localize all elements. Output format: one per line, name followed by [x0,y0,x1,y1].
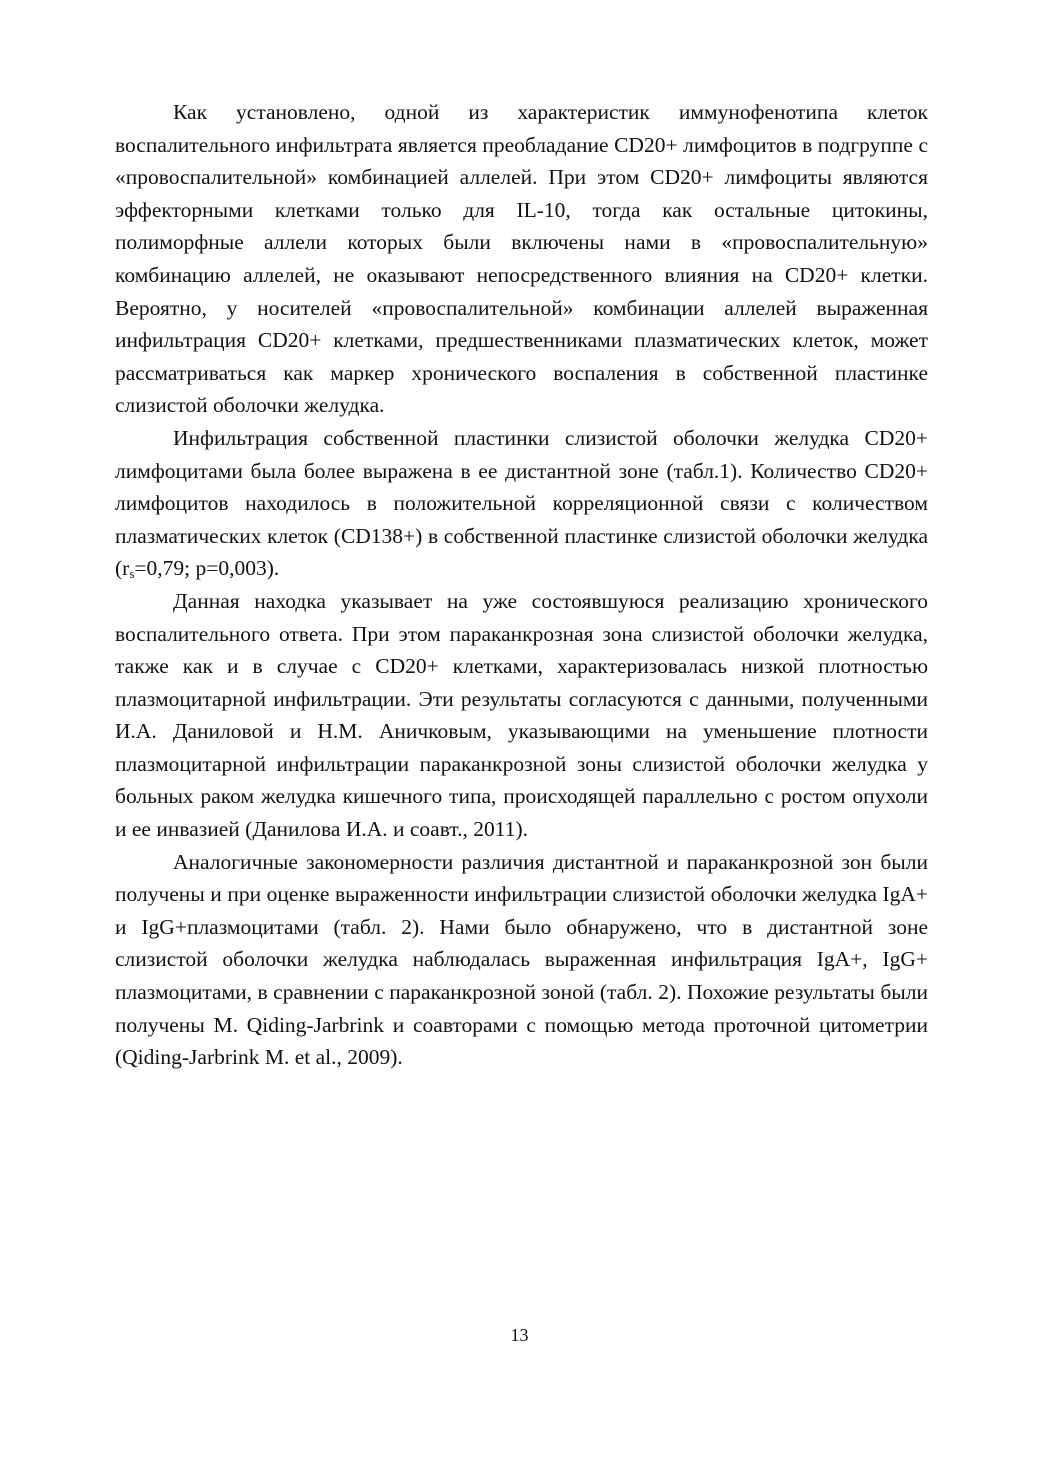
correlation-subscript: s [129,566,135,582]
paragraph-1: Как установлено, одной из характеристик иммунофенотипа клеток воспалительного инфильтрата является преобладание CD20+ лимфоцитов в подгруппе с «провоспалительной» комбинацией аллелей. При этом CD20+ лимфоциты являются эффекторными клетками только для IL-10, тогда как остальные цитокины, полиморфные аллели которых были включены нами в «провоспалительную» комбинацию аллелей, не оказывают непосредственного влияния на CD20+ клетки. Вероятно, у носителей «провоспалительной» комбинации аллелей выраженная инфильтрация CD20+ клетками, предшественниками плазматических клеток, может рассматриваться как маркер хронического воспаления в собственной пластинке слизистой оболочки желудка. [115,100,928,418]
paragraph-2-text-end: =0,79; p=0,003). [134,556,280,581]
page-number: 13 [510,1325,529,1345]
paragraph-4: Аналогичные закономерности различия дистантной и параканкрозной зон были получены и при оценке выраженности инфильтрации слизистой оболочки желудка IgA+ и IgG+плазмоцитами (табл. 2). Нами было обнаружено, что в дистантной зоне слизистой оболочки желудка наблюдалась выраженная инфильтрация IgA+, IgG+ плазмоцитами, в сравнении с параканкрозной зоной (табл. 2). Похожие результаты были получены M. Qiding-Jarbrink и соавторами с помощью метода проточной цитометрии (Qiding-Jarbrink M. et al., 2009). [115,849,928,1070]
paragraph-3: Данная находка указывает на уже состоявшуюся реализацию хронического воспалительного ответа. При этом параканкрозная зона слизистой оболочки желудка, также как и в случае с CD20+ клетками, характеризовалась низкой плотностью плазмоцитарной инфильтрации. Эти результаты согласуются с данными, полученными И.А. Даниловой и Н.М. Аничковым, указывающими на уменьшение плотности плазмоцитарной инфильтрации параканкрозной зоны слизистой оболочки желудка у больных раком желудка кишечного типа, происходящей параллельно с ростом опухоли и ее инвазией (Данилова И.А. и соавт., 2011). [115,588,928,842]
paragraph-2 [115,422,928,585]
paragraph-2-text: Инфильтрация собственной пластинки слизистой оболочки желудка CD20+ лимфоцитами была более выражена в ее дистантной зоне (табл.1). Количество CD20+ лимфоцитов находилось в положительной корреляционной связи с количеством плазматических клеток (CD138+) в собственной пластинке слизистой оболочки желудка (r [115,425,928,581]
body-text [115,96,928,1074]
